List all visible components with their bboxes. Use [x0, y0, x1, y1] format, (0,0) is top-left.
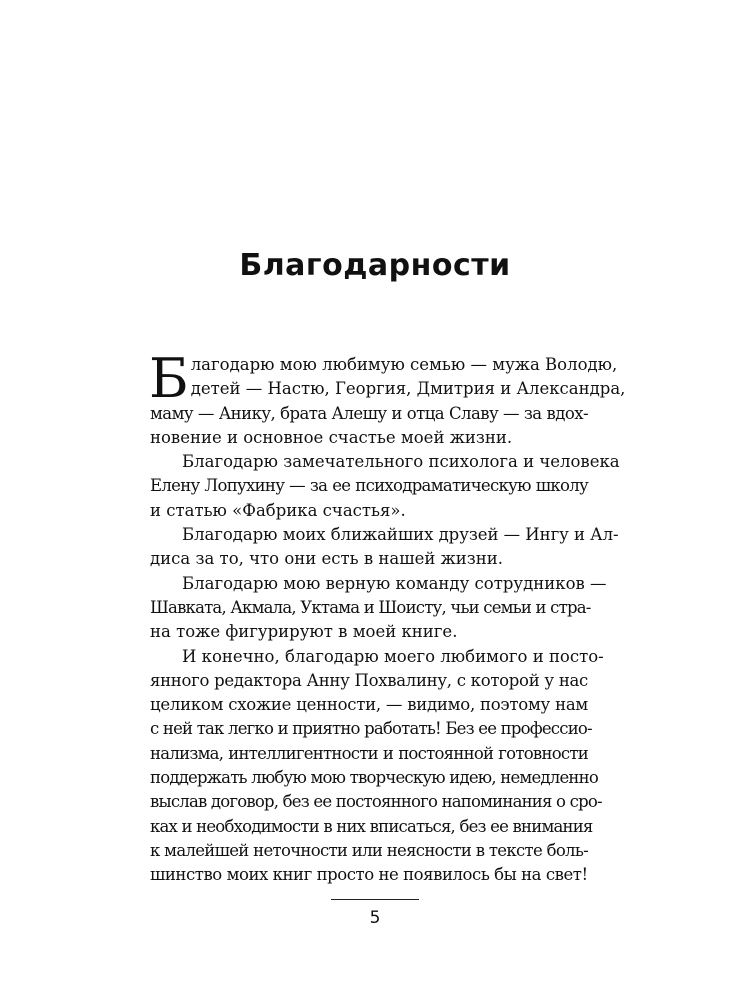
text-line: И конечно, благодарю моего любимого и посто- [182, 646, 604, 666]
paragraph-2 [150, 450, 620, 523]
text-line: к малейшей неточности или неясности в тексте боль- [150, 840, 588, 860]
text-line: шинство моих книг просто не появилось бы на свет! [150, 865, 588, 885]
text-line: на тоже фигурируют в моей книге. [150, 622, 458, 642]
page-title: Благодарности [239, 248, 511, 283]
text-line: с ней так легко и приятно работать! Без ее профессио- [150, 719, 592, 739]
text-line: Благодарю мою верную команду сотрудников — [182, 573, 607, 593]
paragraph-3 [150, 523, 619, 572]
text-line: детей — Настю, Георгия, Дмитрия и Александра, [190, 379, 626, 399]
text-line: поддержать любую мою творческую идею, немедленно [150, 768, 598, 788]
text-line: Шавката, Акмала, Уктама и Шоисту, чьи семьи и стра- [150, 597, 591, 617]
acknowledgements-text [149, 347, 626, 888]
text-line: Благодарю замечательного психолога и человека [182, 452, 620, 472]
text-line: Благодарю моих ближайших друзей — Ингу и Ал- [182, 525, 619, 545]
drop-cap: Б [149, 347, 189, 410]
text-line: лагодарю мою любимую семью — мужа Володю, [190, 355, 618, 374]
text-line: выслав договор, без ее постоянного напоминания о сро- [150, 792, 602, 812]
paragraph-5 [150, 645, 604, 888]
text-line: маму — Анику, брата Алешу и отца Славу — за вдох- [150, 403, 588, 423]
text-line: нализма, интеллигентности и постоянной готовности [150, 743, 588, 763]
text-line: новение и основное счастье моей жизни. [150, 427, 513, 447]
text-line: ках и необходимости в них вписаться, без ее внимания [150, 816, 593, 836]
paragraph-4 [150, 572, 607, 645]
page-number: 5 [369, 908, 381, 928]
footer-rule [331, 899, 419, 900]
text-line: Елену Лопухину — за ее психодраматическую школу [150, 476, 588, 496]
text-line: целиком схожие ценности, — видимо, поэтому нам [150, 695, 588, 715]
paragraph-1 [149, 347, 626, 450]
text-line: и статью «Фабрика счастья». [150, 500, 406, 520]
text-line: янного редактора Анну Похвалину, с которой у нас [150, 670, 588, 690]
text-line: диса за то, что они есть в нашей жизни. [150, 549, 503, 569]
